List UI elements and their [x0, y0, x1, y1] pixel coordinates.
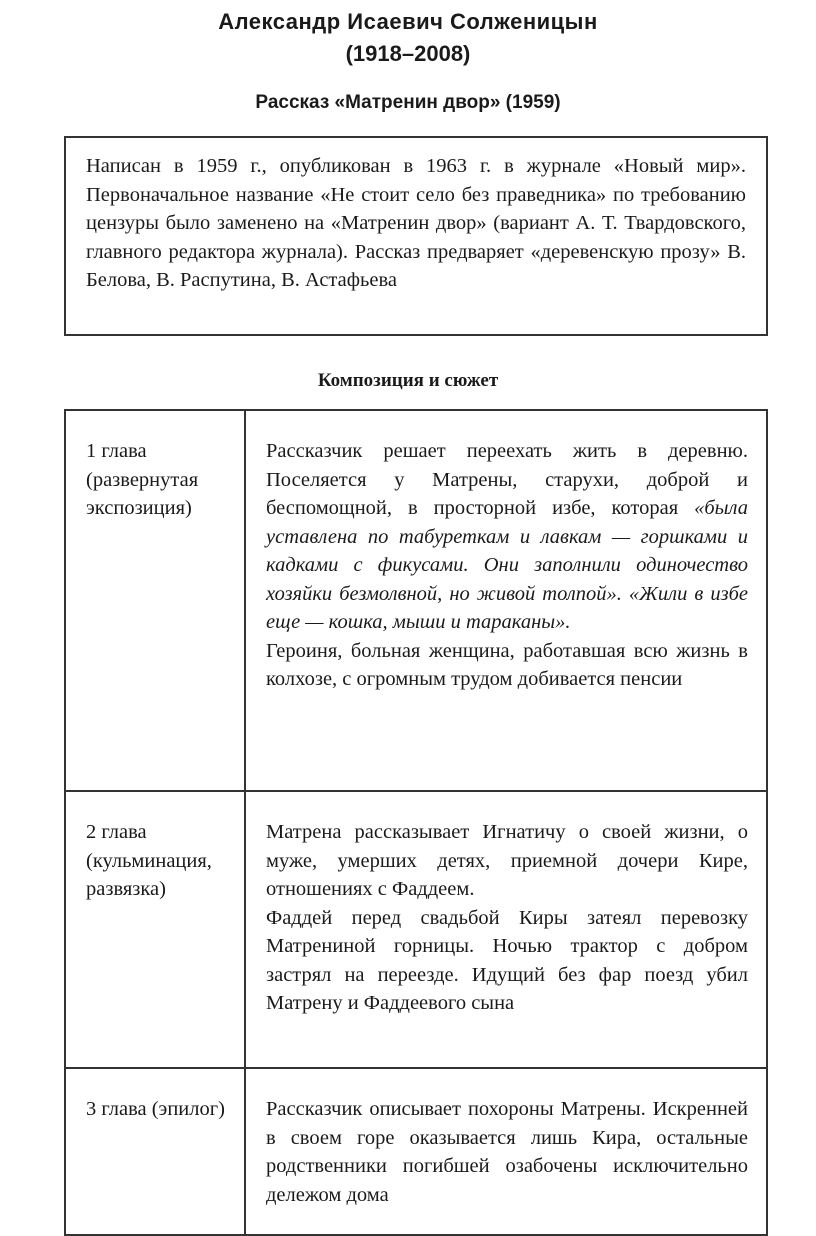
- chapter-cell: [65, 1068, 245, 1235]
- description-text: Рассказчик решает переехать жить в деревню. Поселяется у Матрены, старухи, доброй и беспомощной, в просторной избе, которая: [266, 440, 748, 519]
- chapter-label: 1 глава (развернутая экспозиция): [86, 440, 199, 519]
- composition-table: [64, 409, 768, 1236]
- table-row: [65, 791, 767, 1068]
- description-text: Рассказчик описывает похороны Матрены. Искренней в своем горе оказывается лишь Кира, остальные родственники погибшей озабочены исключительно дележом дома: [266, 1098, 748, 1206]
- intro-box: [64, 136, 768, 336]
- description-cell: [245, 410, 767, 791]
- work-title: Рассказ «Матренин двор» (1959): [255, 92, 561, 113]
- author-years: (1918–2008): [345, 41, 471, 66]
- description-text: Матрена рассказывает Игнатичу о своей жизни, о муже, умерших детях, приемной дочери Кире, отношениях с Фаддеем.: [266, 821, 748, 900]
- intro-text: Написан в 1959 г., опубликован в 1963 г. в журнале «Новый мир». Первоначальное название «Не стоит село без праведника» по требованию цензуры было заменено на «Матренин двор» (вариант А. Т. Твардовского, главного редактора журнала). Рассказ предваряет «деревенскую прозу» В. Белова, В. Распутина, В. Астафьева: [86, 155, 746, 291]
- description-cell: [245, 1068, 767, 1235]
- table-row: [65, 1068, 767, 1235]
- chapter-cell: [65, 410, 245, 791]
- title-block: [0, 6, 816, 116]
- chapter-label: 2 глава (кульминация, развязка): [86, 821, 212, 900]
- description-quote: «была уставлена по табуреткам и лавкам — горшками и кадками с фикусами. Они заполнили одиночество хозяйки безмолвной, но живой толпой». «Жили в избе еще — кошка, мыши и тараканы».: [266, 497, 748, 633]
- table-row: [65, 410, 767, 791]
- section-title: Композиция и сюжет: [317, 370, 499, 391]
- chapter-cell: [65, 791, 245, 1068]
- chapter-label: 3 глава (эпилог): [86, 1098, 225, 1120]
- description-cell: [245, 791, 767, 1068]
- description-text: Героиня, больная женщина, работавшая всю жизнь в колхозе, с огромным трудом добивается пенсии: [266, 639, 748, 690]
- author-name: Александр Исаевич Солженицын: [218, 9, 598, 34]
- description-text: Фаддей перед свадьбой Киры затеял перевозку Матрениной горницы. Ночью трактор с добром застрял на переезде. Идущий без фар поезд убил Матрену и Фаддеевого сына: [266, 906, 748, 1014]
